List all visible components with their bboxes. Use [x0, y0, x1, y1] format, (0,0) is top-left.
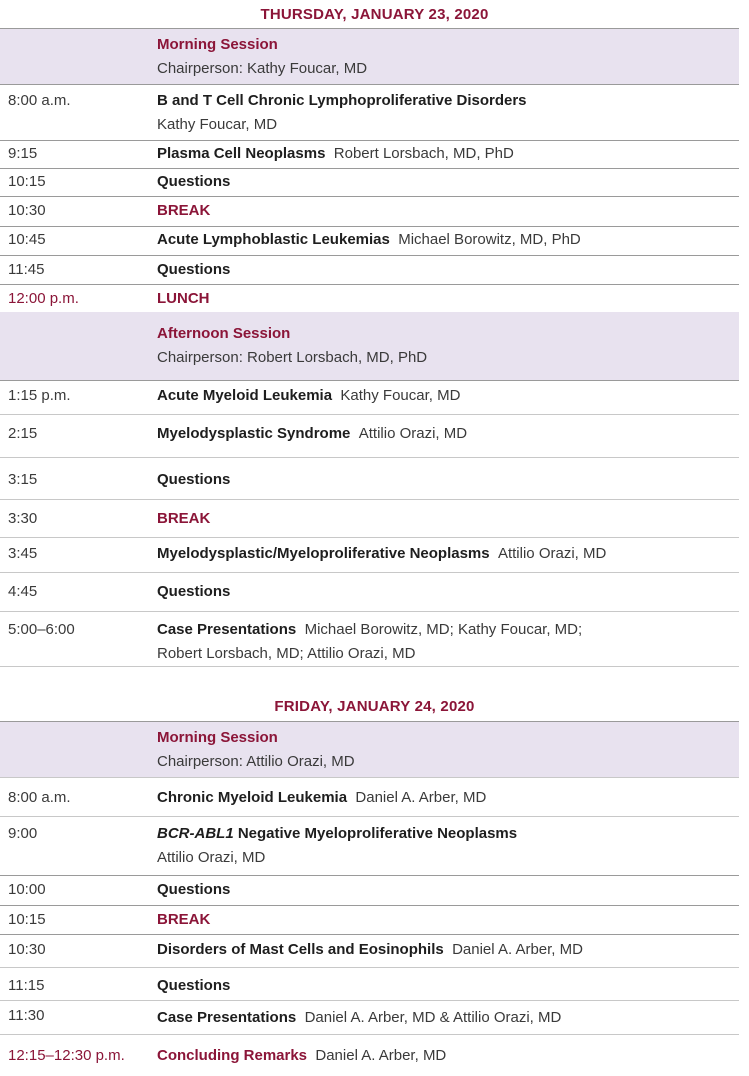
session-block-morning: [0, 722, 739, 777]
row-time: 12:00 p.m.: [8, 290, 79, 307]
row-title: Disorders of Mast Cells and Eosinophils: [157, 941, 444, 958]
row-time: 3:45: [8, 545, 38, 562]
session-title: Morning Session: [157, 36, 278, 53]
schedule-row: [0, 415, 739, 457]
row-title: BREAK: [157, 202, 211, 219]
row-time: 1:15 p.m.: [8, 387, 71, 404]
row-title: Case Presentations: [157, 621, 297, 638]
row-time: 10:00: [8, 881, 46, 898]
day-header-thursday: THURSDAY, JANUARY 23, 2020: [260, 6, 489, 23]
row-time: 12:15–12:30 p.m.: [8, 1047, 125, 1064]
schedule-row: [0, 573, 739, 611]
row-title: Questions: [157, 471, 231, 488]
row-speaker: Daniel A. Arber, MD: [315, 1047, 447, 1064]
row-title: Questions: [157, 583, 231, 600]
row-title: Case Presentations: [157, 1009, 297, 1026]
row-speaker: Attilio Orazi, MD: [358, 425, 468, 442]
row-time: 3:15: [8, 471, 38, 488]
session-block-morning: [0, 29, 739, 84]
row-title: Questions: [157, 881, 231, 898]
row-title: Myelodysplastic/Myeloproliferative Neoplasms: [157, 545, 490, 562]
schedule-row: [0, 935, 739, 967]
row-speaker: Robert Lorsbach, MD, PhD: [333, 145, 514, 162]
row-title-italic: BCR-ABL1: [157, 825, 234, 842]
row-speaker: Michael Borowitz, MD; Kathy Foucar, MD;: [304, 621, 583, 638]
session-block-afternoon: [0, 312, 739, 380]
row-time: 5:00–6:00: [8, 621, 75, 638]
session-chair: Chairperson: Robert Lorsbach, MD, PhD: [157, 349, 428, 366]
row-title: Questions: [157, 977, 231, 994]
row-time: 8:00 a.m.: [8, 789, 71, 806]
divider: [0, 666, 739, 667]
schedule-row: [0, 197, 739, 226]
row-title: Questions: [157, 261, 231, 278]
schedule-row: [0, 458, 739, 499]
row-speaker: Daniel A. Arber, MD: [355, 789, 487, 806]
row-title: Acute Myeloid Leukemia: [157, 387, 333, 404]
row-time: 4:45: [8, 583, 38, 600]
schedule-row: [0, 538, 739, 572]
row-time: 10:15: [8, 173, 46, 190]
row-time: 11:45: [8, 261, 45, 278]
row-speaker: Kathy Foucar, MD: [157, 116, 278, 133]
row-time: 3:30: [8, 510, 38, 527]
row-speaker: Attilio Orazi, MD: [157, 849, 266, 866]
schedule-row: [0, 968, 739, 1000]
row-time: 2:15: [8, 425, 38, 442]
schedule-row: [0, 381, 739, 414]
row-title: Acute Lymphoblastic Leukemias: [157, 231, 390, 248]
row-title: Plasma Cell Neoplasms: [157, 145, 326, 162]
row-time: 10:30: [8, 202, 46, 219]
session-chair: Chairperson: Kathy Foucar, MD: [157, 60, 368, 77]
row-title: Questions: [157, 173, 231, 190]
row-title: BREAK: [157, 911, 211, 928]
row-title: Chronic Myeloid Leukemia: [157, 789, 348, 806]
schedule-row: [0, 285, 739, 312]
schedule-row: [0, 256, 739, 284]
row-time: 10:30: [8, 941, 46, 958]
row-time: 10:45: [8, 231, 46, 248]
row-speaker: Daniel A. Arber, MD & Attilio Orazi, MD: [304, 1009, 562, 1026]
session-title: Morning Session: [157, 729, 278, 746]
row-time: 11:15: [8, 977, 45, 994]
row-title: B and T Cell Chronic Lymphoproliferative Disorders: [157, 92, 527, 109]
row-speaker: Daniel A. Arber, MD: [452, 941, 583, 958]
schedule-row: [0, 906, 739, 934]
schedule-row: [0, 1035, 739, 1073]
schedule-row: [0, 817, 739, 875]
schedule-row: [0, 612, 739, 666]
schedule-row: [0, 169, 739, 196]
schedule-row: [0, 141, 739, 168]
schedule-row: [0, 778, 739, 816]
row-speaker: Attilio Orazi, MD: [497, 545, 607, 562]
schedule-row: [0, 1001, 739, 1033]
row-title: Myelodysplastic Syndrome: [157, 425, 351, 442]
row-title: LUNCH: [157, 290, 210, 307]
row-time: 9:00: [8, 825, 38, 842]
row-time: 11:30: [8, 1007, 45, 1024]
row-time: 8:00 a.m.: [8, 92, 71, 109]
session-title: Afternoon Session: [157, 325, 291, 342]
schedule-row: [0, 500, 739, 537]
row-title: BREAK: [157, 510, 211, 527]
schedule-row: [0, 85, 739, 140]
schedule-row: [0, 876, 739, 905]
row-title: Concluding Remarks: [157, 1047, 308, 1064]
row-speaker-continued: Robert Lorsbach, MD; Attilio Orazi, MD: [157, 645, 416, 662]
row-speaker: Michael Borowitz, MD, PhD: [398, 231, 581, 248]
schedule-row: [0, 227, 739, 255]
row-speaker: Kathy Foucar, MD: [340, 387, 461, 404]
row-title: Negative Myeloproliferative Neoplasms: [233, 825, 518, 842]
row-time: 10:15: [8, 911, 46, 928]
row-time: 9:15: [8, 145, 38, 162]
day-header-friday: FRIDAY, JANUARY 24, 2020: [274, 698, 475, 715]
session-chair: Chairperson: Attilio Orazi, MD: [157, 753, 355, 770]
